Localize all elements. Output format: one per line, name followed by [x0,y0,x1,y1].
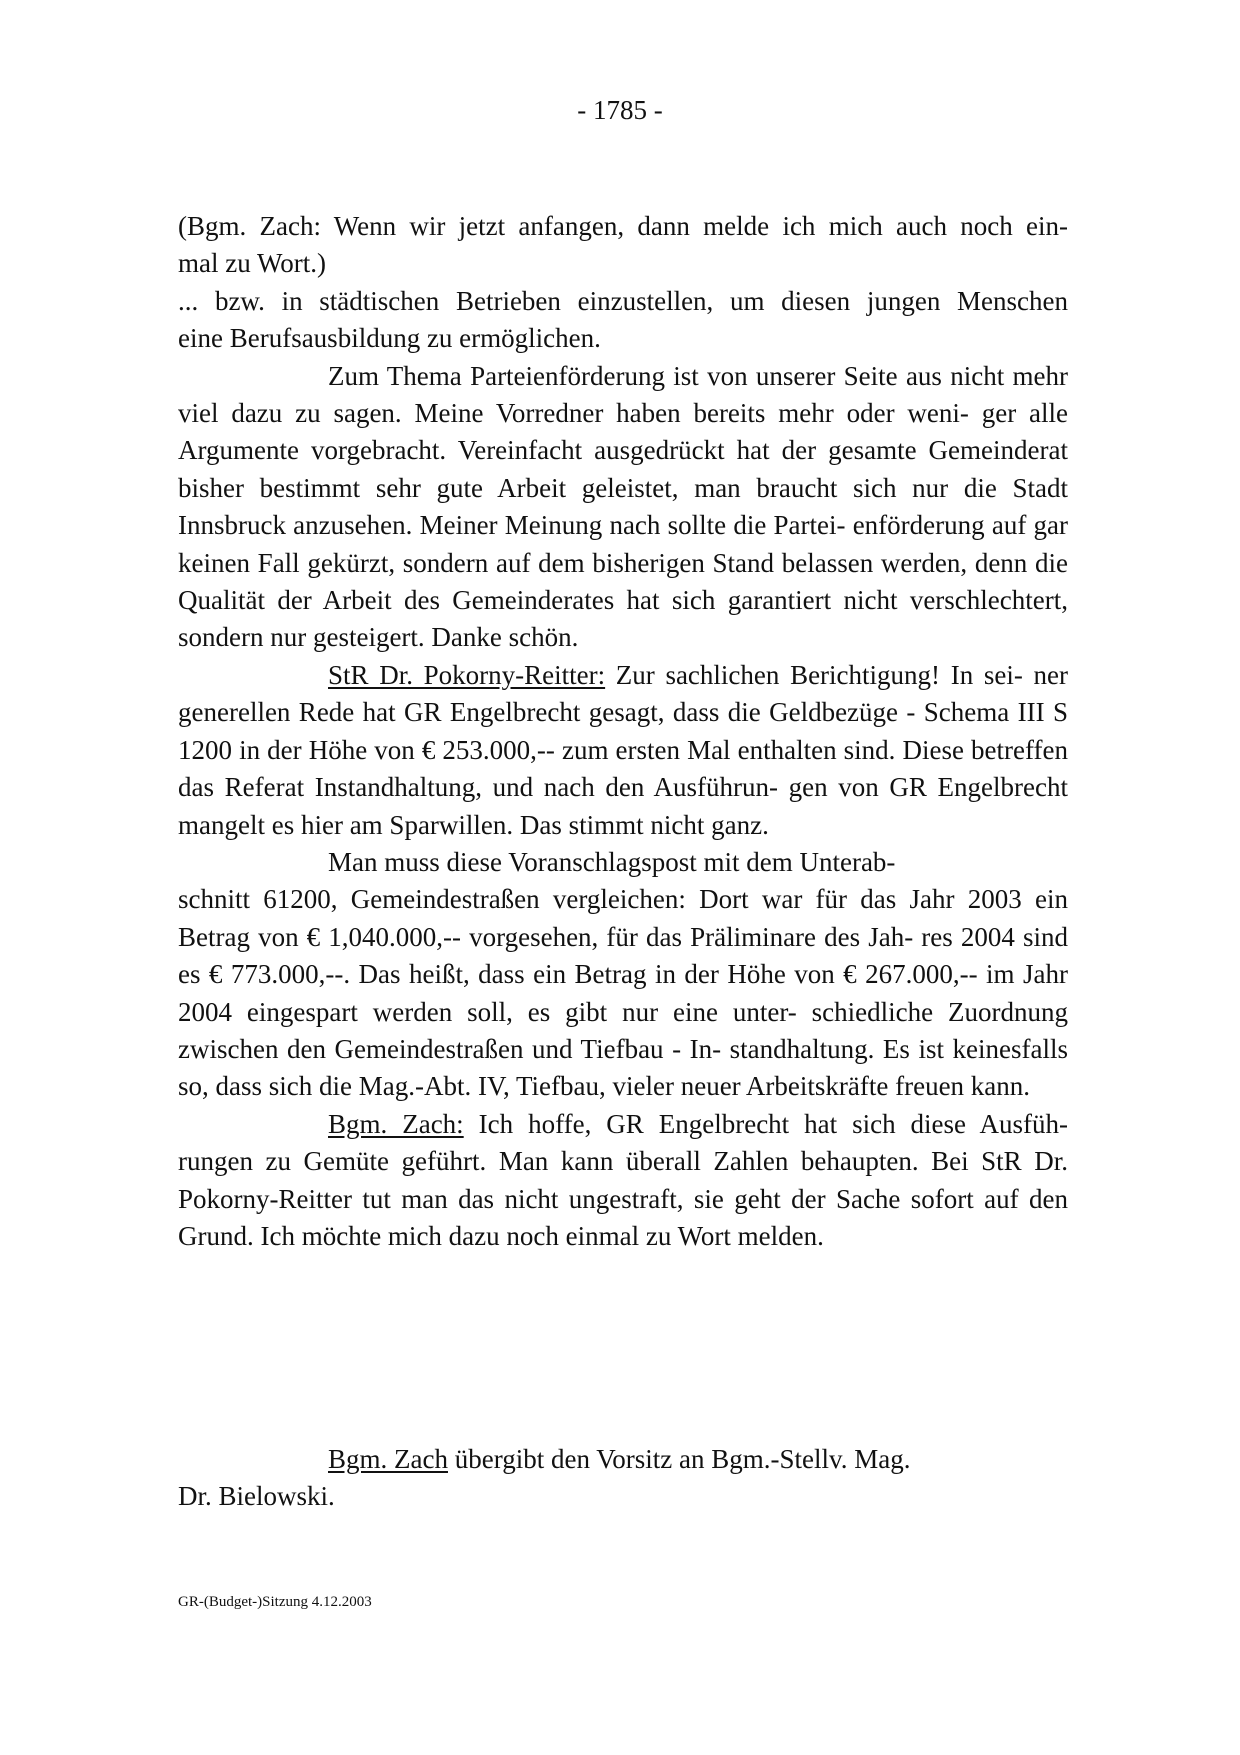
speaker-name: Bgm. Zach [328,1444,448,1474]
intro-line-2: mal zu Wort.) [178,248,327,279]
intro-line-4: eine Berufsausbildung zu ermöglichen. [178,323,601,354]
document-body [178,208,1068,1255]
handover-line-2: Dr. Bielowski. [178,1481,335,1512]
page-number: - 1785 - [577,95,663,125]
intro-line-1: (Bgm. Zach: Wenn wir jetzt anfangen, dann melde ich mich auch noch ein- [178,211,1068,241]
paragraph-voranschlagspost: schnitt 61200, Gemeindestraßen vergleichen: Dort war für das Jahr 2003 ein Betrag von € 1,040.000,-- vorgesehen, für das Präliminare des Jah- res 2004 sind es € 773.000,--. Das heißt, dass ein Betrag in der Höhe von € 267.000,-- im Jahr 2004 eingespart werden soll, es gibt nur eine unter- schiedliche Zuordnung zwischen den Gemeindestraßen und Tiefbau - In- standhaltung. Es ist keinesfalls so, dass sich die Mag.-Abt. IV, Tiefbau, vieler neuer Arbeitskräfte freuen kann. [178,884,1068,1102]
chair-handover [178,1441,1068,1516]
handover-text: übergibt den Vorsitz an Bgm.-Stellv. Mag. [447,1444,911,1474]
speaker-name: StR Dr. Pokorny-Reitter: [328,659,606,690]
footer-session: GR-(Budget-)Sitzung 4.12.2003 [178,1594,372,1610]
speaker-name: Bgm. Zach: [328,1108,464,1139]
paragraph-bgm-zach [178,1106,1068,1256]
paragraph-pokorny-reitter [178,657,1068,844]
paragraph-text: Zur sachlichen Berichtigung! In sei- ner generellen Rede hat GR Engelbrecht gesagt, dass die Geldbezüge - Schema III S 1200 in der Höhe von € 253.000,-- zum ersten Mal enthalten sind. Diese betreffen das Referat Instandhaltung, und nach den Ausführun- gen von GR Engelbrecht mangelt es hier am Sparwillen. Das stimmt nicht ganz. [178,659,1069,840]
paragraph-parteienfoerderung: Zum Thema Parteienförderung ist von unserer Seite aus nicht mehr viel dazu zu sagen. Meine Vorredner haben bereits mehr oder weni- ger alle Argumente vorgebracht. Vereinfacht ausgedrückt hat der gesamte Gemeinderat bisher bestimmt sehr gute Arbeit geleistet, man braucht sich nur die Stadt Innsbruck anzusehen. Meiner Meinung nach sollte die Partei- enförderung auf gar keinen Fall gekürzt, sondern auf dem bisherigen Stand belassen werden, denn die Qualität der Arbeit des Gemeinderates hat sich garantiert nicht verschlechtert, sondern nur gesteigert. Danke schön. [178,360,1068,653]
paragraph-voranschlagspost-line: Man muss diese Voranschlagspost mit dem Unterab- [328,846,896,877]
paragraph-text: Ich hoffe, GR Engelbrecht hat sich diese Ausfüh- rungen zu Gemüte geführt. Man kann überall Zahlen behaupten. Bei StR Dr. Pokorny-Reitter tut man das nicht ungestraft, sie geht der Sache sofort auf den Grund. Ich möchte mich dazu noch einmal zu Wort melden. [178,1108,1068,1251]
handover-line-1 [178,1441,1068,1478]
intro-line-3: ... bzw. in städtischen Betrieben einzustellen, um diesen jungen Menschen [178,285,1068,316]
